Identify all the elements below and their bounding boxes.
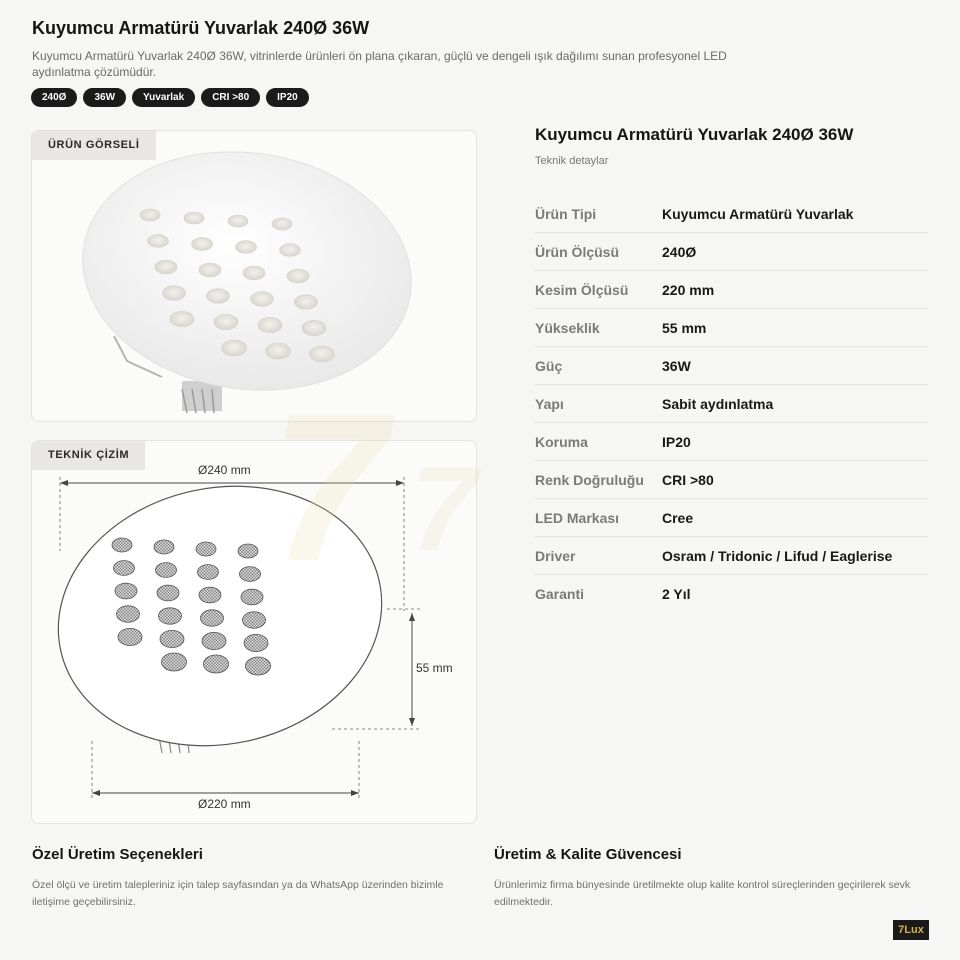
led-lens [295, 295, 318, 309]
led-lens [201, 610, 224, 626]
led-lens [287, 269, 309, 283]
product-image-label: ÜRÜN GÖRSELİ [32, 131, 156, 160]
led-lens [272, 218, 292, 230]
led-lens [244, 634, 268, 651]
led-lens [163, 286, 186, 300]
product-image-card [31, 130, 477, 422]
led-lens [236, 241, 257, 254]
spec-row-warranty [535, 575, 928, 612]
spec-key: Garanti [535, 586, 585, 602]
spec-value: Osram / Tridonic / Lifud / Eaglerise [662, 548, 893, 564]
led-lens [199, 587, 221, 603]
led-lens [258, 317, 282, 332]
tag-cri: CRI >80 [201, 88, 260, 107]
led-lens [160, 630, 184, 647]
spec-value: 220 mm [662, 282, 715, 298]
led-lens [156, 563, 177, 578]
spec-row-led-brand [535, 499, 928, 537]
quality-text: Ürünlerimiz firma bünyesinde üretilmekte olup kalite kontrol süreçlerinden geçirilerek sevk edilmektedir. [494, 879, 911, 908]
led-lens [184, 212, 204, 224]
led-lens [118, 628, 142, 645]
led-lens [112, 538, 132, 552]
led-lens [251, 292, 274, 306]
spec-key: Yükseklik [535, 320, 600, 336]
spec-value: CRI >80 [662, 472, 714, 488]
led-lens [238, 544, 258, 558]
led-lens [243, 266, 265, 280]
spec-key: Ürün Ölçüsü [535, 244, 620, 260]
product-image [32, 131, 476, 421]
spec-row-product-size [535, 233, 928, 271]
spec-value: 55 mm [662, 320, 707, 336]
dimension-cutout-label: Ø220 mm [198, 797, 251, 811]
spec-row-height [535, 309, 928, 347]
spec-value: Kuyumcu Armatürü Yuvarlak [662, 206, 854, 222]
led-lens [243, 612, 266, 628]
technical-drawing-label: TEKNİK ÇİZİM [32, 441, 145, 470]
led-lens [155, 260, 177, 274]
led-lens [228, 215, 248, 227]
led-lens [222, 340, 247, 356]
spec-row-power [535, 347, 928, 385]
led-lens [204, 655, 229, 673]
led-lens [207, 289, 230, 303]
led-lens [192, 238, 213, 251]
led-lens [240, 567, 261, 582]
spec-key: Renk Doğruluğu [535, 472, 644, 488]
spec-row-cutout [535, 271, 928, 309]
tag-size: 240Ø [31, 88, 77, 107]
dimension-height-label: 55 mm [416, 661, 453, 675]
spec-row-protection [535, 423, 928, 461]
quality-section [494, 846, 914, 911]
led-lens [198, 565, 219, 580]
spec-key: Yapı [535, 396, 564, 412]
spec-key: Ürün Tipi [535, 206, 597, 222]
custom-production-section [32, 846, 452, 911]
spec-value: 240Ø [662, 244, 697, 260]
custom-production-text: Özel ölçü ve üretim talepleriniz için talep sayfasından ya da WhatsApp üzerinden bizimle iletişime geçebilirsiniz. [32, 879, 444, 908]
spec-key: Driver [535, 548, 576, 564]
led-lens [246, 657, 271, 675]
led-lens [280, 244, 301, 257]
spec-title: Kuyumcu Armatürü Yuvarlak 240Ø 36W [535, 125, 854, 144]
dimension-diameter-label: Ø240 mm [198, 463, 251, 477]
led-lens [157, 585, 179, 601]
tag-shape: Yuvarlak [132, 88, 195, 107]
led-lens [302, 320, 326, 335]
led-lens [266, 343, 291, 359]
spec-key: LED Markası [535, 510, 620, 526]
spec-value: IP20 [662, 434, 691, 450]
led-lens [115, 583, 137, 599]
led-lens [214, 314, 238, 329]
led-lens [114, 561, 135, 576]
technical-drawing [32, 441, 476, 823]
spec-table [535, 195, 928, 612]
led-lens [154, 540, 174, 554]
page-title: Kuyumcu Armatürü Yuvarlak 240Ø 36W [32, 18, 370, 38]
led-lens [199, 263, 221, 277]
spec-key: Kesim Ölçüsü [535, 282, 629, 298]
custom-production-title: Özel Üretim Seçenekleri [32, 846, 203, 863]
spec-subtitle: Teknik detaylar [535, 155, 609, 167]
led-lens [170, 311, 194, 326]
led-lens [162, 653, 187, 671]
spec-value: Sabit aydınlatma [662, 396, 774, 412]
spec-value: 2 Yıl [662, 586, 691, 602]
tag-power: 36W [83, 88, 126, 107]
spec-row-cri [535, 461, 928, 499]
led-lens [148, 235, 169, 248]
led-lens [159, 608, 182, 624]
svg-text:7: 7 [270, 380, 387, 600]
led-lens [310, 346, 335, 362]
led-lens [202, 632, 226, 649]
spec-key: Koruma [535, 434, 588, 450]
led-lens [140, 209, 160, 221]
led-lens [117, 606, 140, 622]
spec-row-product-type [535, 195, 928, 233]
spec-row-structure [535, 385, 928, 423]
led-lens [196, 542, 216, 556]
spec-value: 36W [662, 358, 691, 374]
quality-title: Üretim & Kalite Güvencesi [494, 846, 682, 863]
tag-list [31, 88, 309, 107]
spec-key: Güç [535, 358, 563, 374]
spec-value: Cree [662, 510, 694, 526]
spec-row-driver [535, 537, 928, 575]
technical-drawing-card [31, 440, 477, 824]
tag-ip: IP20 [266, 88, 309, 107]
page-description: Kuyumcu Armatürü Yuvarlak 240Ø 36W, vitrinlerde ürünleri ön plana çıkaran, güçlü ve dengeli ışık dağılımı sunan profesyonel LED aydınlatma çözümüdür. [32, 49, 727, 79]
brand-logo[interactable]: 7Lux [893, 920, 929, 940]
led-lens [241, 589, 263, 605]
